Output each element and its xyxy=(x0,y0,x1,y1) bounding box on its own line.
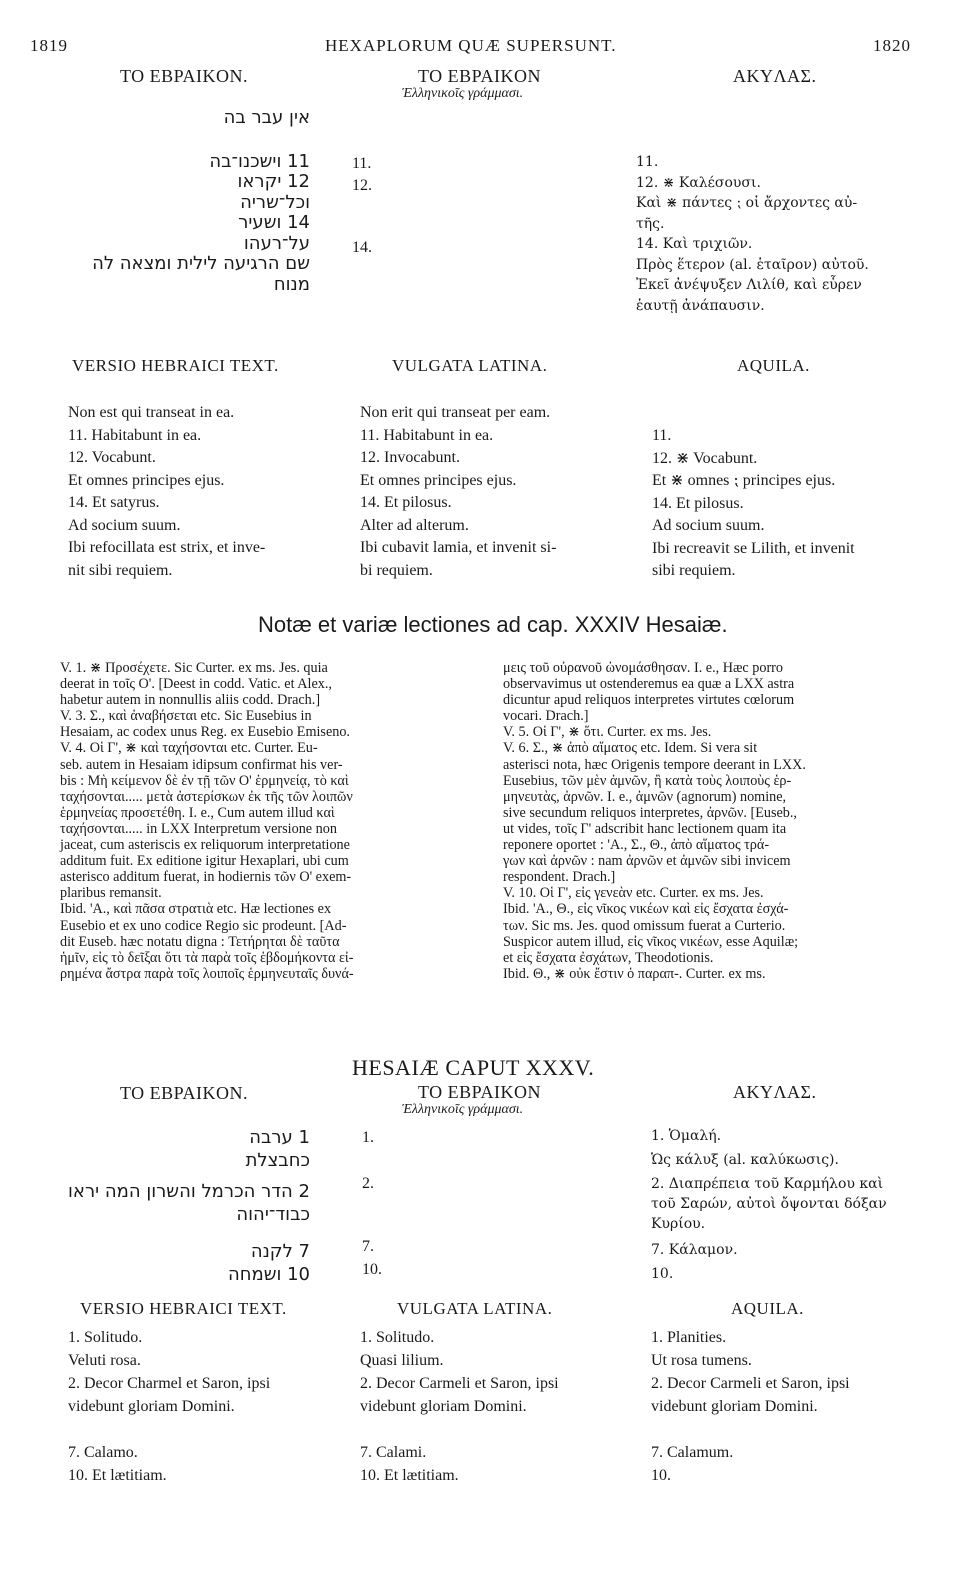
hebrew-line: 7 לקנה xyxy=(250,1241,310,1262)
greek-line: τοῦ Σαρών, αὐτοὶ ὄψονται δόξαν xyxy=(651,1196,887,1212)
translit-verse: 14. xyxy=(352,239,372,256)
greek-line: Πρὸς ἕτερον (al. ἑταῖρον) αὐτοῦ. xyxy=(636,256,869,273)
hebrew-line: על־רעהו xyxy=(243,232,310,254)
header-translit: TO EBPAIKON xyxy=(418,66,542,86)
hebrew-line: אין עבר בה xyxy=(223,107,310,128)
greek-line: τῆς. xyxy=(636,215,665,232)
page-number-left: 1819 xyxy=(30,36,68,55)
hebrew-line xyxy=(30,129,310,152)
translit-verse: 12. xyxy=(352,177,372,194)
hebrew-line: 10 ושמחה xyxy=(227,1264,310,1285)
chapter-title: HESAIÆ CAPUT XXXV. xyxy=(352,1055,595,1080)
greek-line: 12. ⋇ Καλέσουσι. xyxy=(636,174,761,191)
greek-line: Κυρίου. xyxy=(651,1216,706,1232)
greek-line: 1. Ὁμαλή. xyxy=(651,1128,722,1144)
translit-verse: 10. xyxy=(362,1261,382,1278)
running-title: HEXAPLORUM QUÆ SUPERSUNT. xyxy=(325,36,617,55)
versio-text: Non est qui transeat in ea. 11. Habitabunt in ea. 12. Vocabunt. Et omnes principes ejus. 14. Et satyrus. Ad socium suum. Ibi refocillata est strix, et inve- nit sibi requiem. xyxy=(68,404,266,579)
header-hebrew: TO EBPAIKON. xyxy=(120,1083,249,1103)
header-aquila: AKYΛAΣ. xyxy=(733,66,817,86)
hebrew-line: 12 יקראו xyxy=(237,171,310,192)
translit-verse: 1. xyxy=(362,1129,374,1146)
vulgata-text: 1. Solitudo. Quasi lilium. 2. Decor Carmeli et Saron, ipsi videbunt gloriam Domini. 7. Calami. 10. Et lætitiam. xyxy=(360,1329,559,1484)
hebrew-line: 14 ושעיר xyxy=(238,212,310,233)
latin-header-versio: VERSIO HEBRAICI TEXT. xyxy=(80,1299,287,1318)
translit-verse: 7. xyxy=(362,1238,374,1255)
aquila-latin-text: 11. 12. ⋇ Vocabunt. Et ⋇ omnes ⁏ principes ejus. 14. Et pilosus. Ad socium suum. Ibi recreavit se Lilith, et invenit sibi requiem. xyxy=(652,427,855,579)
greek-line: ἑαυτῇ ἀνάπαυσιν. xyxy=(636,297,765,314)
greek-line: 7. Κάλαμον. xyxy=(651,1242,738,1258)
latin-header-aquila: AQUILA. xyxy=(731,1299,804,1318)
hebrew-line: שם הרגיעה לילית ומצאה לה xyxy=(92,253,310,274)
hebrew-column xyxy=(30,1126,310,1286)
aquila-greek-column xyxy=(651,1126,931,1284)
header-hebrew: TO EBPAIKON. xyxy=(120,66,249,86)
translit-verse: 2. xyxy=(362,1175,374,1192)
latin-header-versio: VERSIO HEBRAICI TEXT. xyxy=(72,356,279,375)
greek-line: 14. Καὶ τριχιῶν. xyxy=(636,236,753,252)
hebrew-line: 2 הדר הכרמל והשרון המה יראו xyxy=(68,1181,310,1202)
hebrew-line: כחבצלת xyxy=(245,1150,310,1171)
greek-line: Ὡς κάλυξ (al. καλύκωσις). xyxy=(651,1152,839,1168)
notes-title: Notæ et variæ lectiones ad cap. XXXIV Hesaiæ. xyxy=(258,612,728,637)
hebrew-line: וכל־שריה xyxy=(240,191,310,213)
latin-header-aquila: AQUILA. xyxy=(737,356,810,375)
notes-right-column: μεις τοῦ οὐρανοῦ ὠνομάσθησαν. I. e., Hæc porro observavimus ut ostenderemus ea quæ a LXX astra dicuntur apud reliquos interpretes virtutes cœlorum vocari. Drach.] V. 5. Οἱ Γ', ⋇ ὅτι. Curter. ex ms. Jes. V. 6. Σ., ⋇ ἀπὸ αἵματος etc. Idem. Si vera sit asterisci nota, hæc Origenis tempore deerant in LXX. Eusebius, τῶν μὲν ἀμνῶν, ἢ κατὰ τοὺς λοιποὺς ἑρ- μηνευτὰς, ἀρνῶν. I. e., ἀμνῶν (agnorum) nomine, sive secundum reliquos interpretes, ἀρνῶν. [Euseb., ut vides, τοῖς Γ' adscribit hanc lectionem quam ita reponere oportet : 'Α., Σ., Θ., ἀπὸ αἵματος τρά- γων καὶ ἀρνῶν : nam ἀρνῶν et ἀμνῶν sibi invicem respondent. Drach.] V. 10. Οἱ Γ', εἰς γενεὰν etc. Curter. ex ms. Jes. Ibid. 'Α., Θ., εἰς νῖκος νικέων καὶ εἰς ἔσχατα ἐσχά- των. Sic ms. Jes. quod omissum fuerat a Curterio. Suspicor autem illud, εἰς νῖκος νικέων, esse Aquilæ; et εἰς ἔσχατα ἐσχάτων, Theodotionis. Ibid. Θ., ⋇ οὐκ ἔστιν ὁ παραπ-. Curter. ex ms. xyxy=(503,660,806,982)
header-translit: TO EBPAIKON xyxy=(418,1082,542,1102)
aquila-greek-column xyxy=(636,152,921,316)
header-translit-sub: Ἑλληνικοῖς γράμμασι. xyxy=(402,86,524,101)
notes-left-column: V. 1. ⋇ Προσέχετε. Sic Curter. ex ms. Jes. quia deerat in τοῖς Ο'. [Deest in codd. Vatic. et Alex., habetur autem in nonnullis aliis codd. Drach.] V. 3. Σ., καὶ ἀναβήσεται etc. Sic Eusebius in Hesaiam, ac codex unus Reg. ex Eusebio Emiseno. V. 4. Οἱ Γ', ⋇ καὶ ταχήσονται etc. Curter. Eu- seb. autem in Hesaiam idipsum confirmat his ver- bis : Μὴ κείμενον δὲ ἐν τῇ τῶν Ο' ἑρμηνείᾳ, τὸ καὶ ταχήσονται..... μετὰ ἀστερίσκων ἐκ τῆς τῶν λοιπῶν ἑρμηνείας προσετέθη. I. e., Cum autem illud καὶ ταχήσονται..... in LXX Interpretum versione non jaceat, cum asteriscis ex reliquorum interpretatione additum fuit. Ex editione igitur Hexaplari, ubi cum asterisco additum fuerat, in hodiernis τῶν Ο' exem- plaribus remansit. Ibid. 'Α., καὶ πᾶσα στρατιὰ etc. Hæ lectiones ex Eusebio et ex uno codice Regio sic prodeunt. [Ad- dit Euseb. hæc notatu digna : Τετήρηται δὲ ταῦτα ἡμῖν, εἰς τὸ δεῖξαι ὅτι τὰ παρὰ τοῖς ἑβδομήκοντα εἰ- ρημένα ἄστρα παρὰ τοῖς λοιποῖς ἑρμηνευταῖς δυνά- xyxy=(60,660,354,982)
vulgata-text: Non erit qui transeat per eam. 11. Habitabunt in ea. 12. Invocabunt. Et omnes principes ejus. 14. Et pilosus. Alter ad alterum. Ibi cubavit lamia, et invenit si- bi requiem. xyxy=(360,404,557,579)
greek-line: 2. Διαπρέπεια τοῦ Καρμήλου καὶ xyxy=(651,1176,884,1192)
hebrew-line: כבוד־יהוה xyxy=(236,1204,310,1225)
latin-header-vulgata: VULGATA LATINA. xyxy=(397,1299,553,1318)
translit-verse: 11. xyxy=(352,155,372,172)
hebrew-line: 1 ערבה xyxy=(249,1127,310,1148)
header-aquila: AKYΛAΣ. xyxy=(733,1082,817,1102)
versio-text: 1. Solitudo. Veluti rosa. 2. Decor Charmel et Saron, ipsi videbunt gloriam Domini. 7. Calamo. 10. Et lætitiam. xyxy=(68,1329,271,1484)
hebrew-line: 11 וישכנו־בה xyxy=(209,150,310,172)
greek-line: 10. xyxy=(651,1266,674,1282)
greek-line: Καὶ ⋇ πάντες ⁏ οἱ ἄρχοντες αὐ- xyxy=(636,195,858,211)
hebrew-line: מנוח xyxy=(273,273,310,295)
latin-header-vulgata: VULGATA LATINA. xyxy=(392,356,548,375)
greek-line: Ἐκεῖ ἀνέψυξεν Λιλίθ, καὶ εὗρεν xyxy=(636,277,862,293)
header-translit-sub: Ἑλληνικοῖς γράμμασι. xyxy=(402,1102,524,1117)
page-number-right: 1820 xyxy=(873,36,911,55)
hebrew-line xyxy=(30,1226,310,1240)
greek-line: 11. xyxy=(636,154,659,170)
hebrew-column xyxy=(30,108,310,295)
aquila-latin-text: 1. Planities. Ut rosa tumens. 2. Decor Carmeli et Saron, ipsi videbunt gloriam Domini. 7. Calamum. 10. xyxy=(651,1329,850,1484)
